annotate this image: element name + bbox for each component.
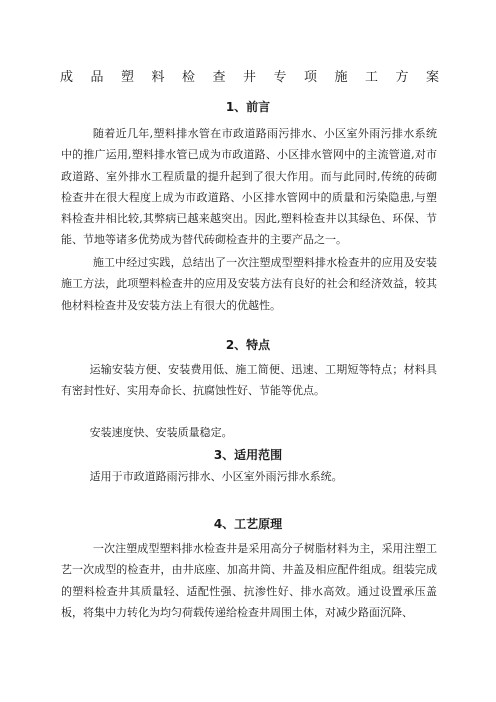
section-heading-features: 2、特点 xyxy=(225,338,271,352)
section-heading-principle: 4、工艺原理 xyxy=(213,517,283,531)
paragraph-scope-1: 适用于市政道路雨污排水、小区室外雨污排水系统。 xyxy=(89,470,343,483)
section-heading-scope: 3、适用范围 xyxy=(213,448,283,462)
paragraph-principle-1: 一次注塑成型塑料排水检查井是采用高分子树脂材料为主，采用注塑工艺一次成型的检查井，由井底座、加高井筒、井盖及相应配件组成。组装完成的塑料检查井其质量轻、适配性强、抗渗性好、排水高效。通过设置承压盖板，将集中力转化为均匀荷载传递给检查井周围土体，对减少路面沉降、 xyxy=(61,542,437,619)
paragraph-preface-1: 随着近几年,塑料排水管在市政道路雨污排水、小区室外雨污排水系统中的推广运用,塑料排水管已成为市政道路、小区排水管网中的主流管道,对市政道路、室外排水工程质量的提升起到了很大作用。而与此同时,传统的砖砌检查井在很大程度上成为市政道路、小区排水管网中的质量和污染隐患,与塑料检查井相比较,其弊病已越来越突出。因此,塑料检查井以其绿色、环保、节能、节地等诸多优势成为替代砖砌检查井的主要产品之一。 xyxy=(61,127,437,247)
paragraph-features-1: 运输安装方便、安装费用低、施工简便、迅速、工期短等特点；材料具有密封性好、实用寿命长、抗腐蚀性好、节能等优点。 xyxy=(61,363,437,398)
section-heading-preface: 1、前言 xyxy=(225,100,271,114)
document-title: 成品塑料检查井专项施工方案 xyxy=(60,70,457,85)
paragraph-features-2: 安装速度快、安装质量稳定。 xyxy=(89,426,233,439)
paragraph-preface-2: 施工中经过实践，总结出了一次注塑成型塑料排水检查井的应用及安装施工方法，此项塑料检查井的应用及安装方法有良好的社会和经济效益，较其他材料检查井及安装方法上有很大的优越性。 xyxy=(61,256,437,312)
